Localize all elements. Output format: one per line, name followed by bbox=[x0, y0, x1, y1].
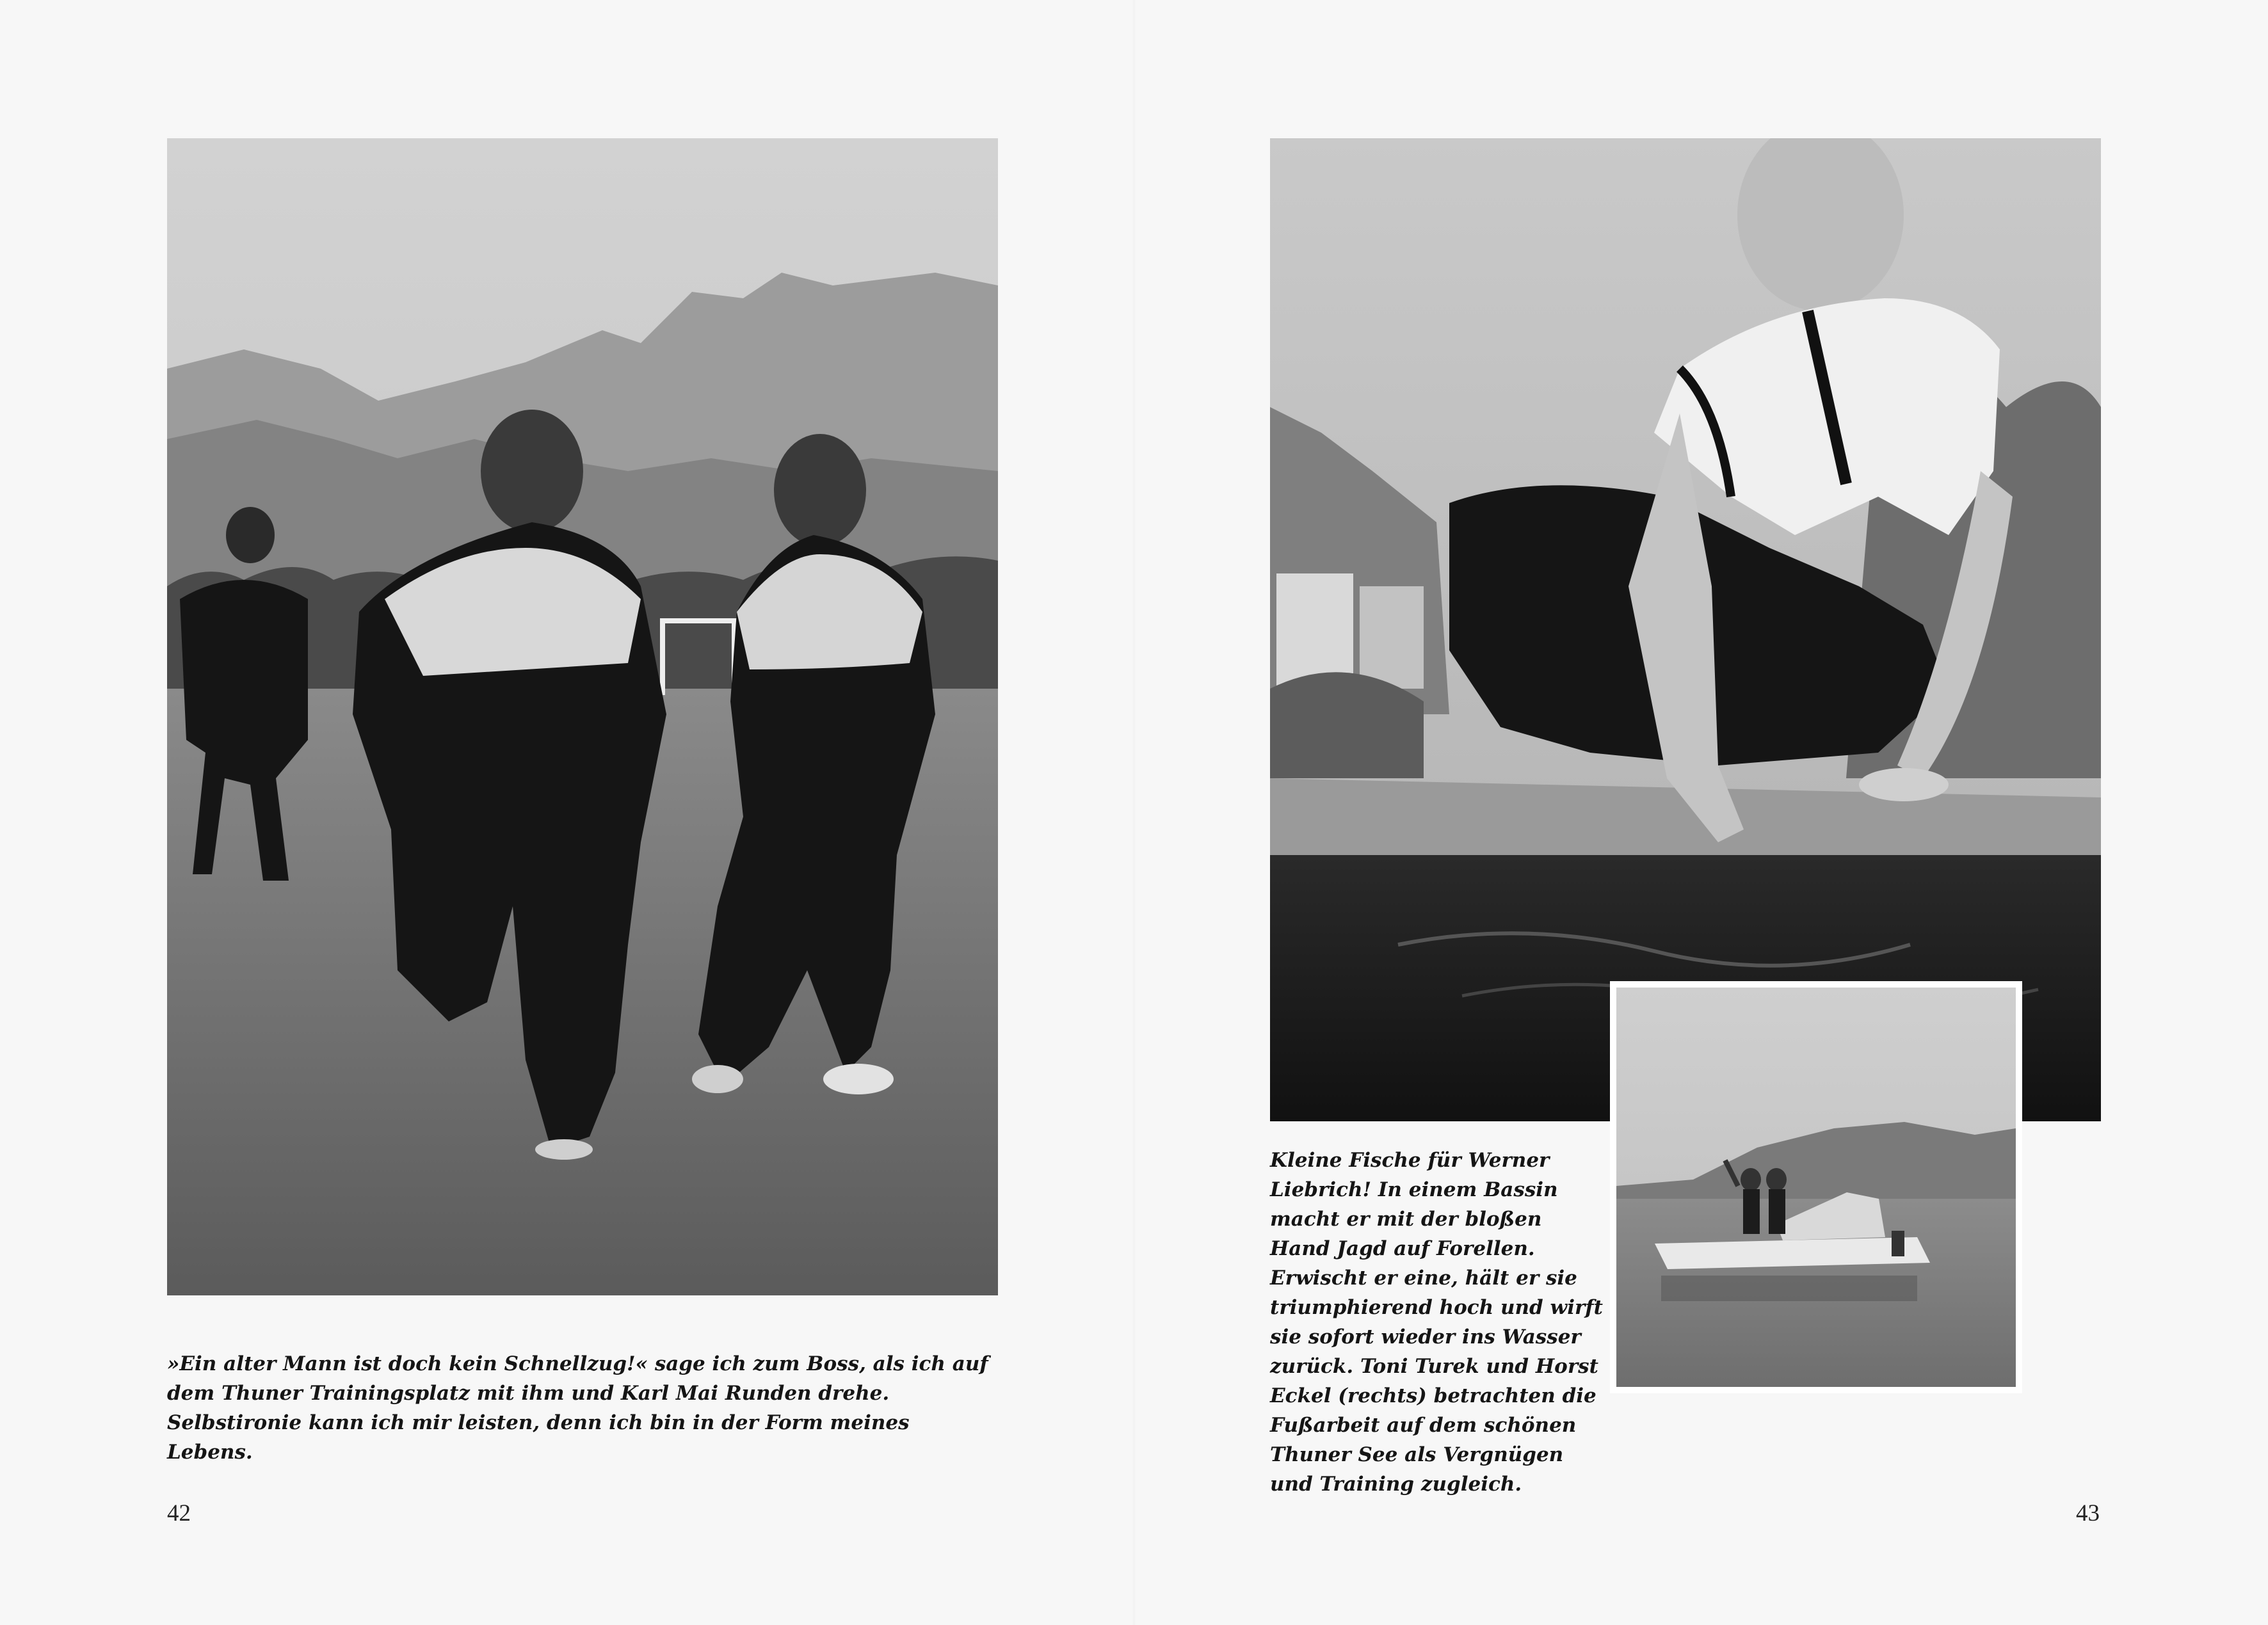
page-number-right: 43 bbox=[2076, 1500, 2100, 1526]
lake-boat-illustration bbox=[1616, 988, 2016, 1387]
lake-boat-image bbox=[1616, 988, 2016, 1387]
training-run-illustration bbox=[167, 138, 998, 1295]
pool-fishing-photo bbox=[1270, 138, 2101, 1121]
page-number-left: 42 bbox=[167, 1500, 191, 1526]
left-photo-caption: »Ein alter Mann ist doch kein Schnellzug!« sage ich zum Boss, als ich auf dem Thuner Trainingsplatz mit ihm und Karl Mai Runden drehe. Selbstironie kann ich mir leisten, denn ich bin in der Form meines Lebens. bbox=[167, 1352, 988, 1464]
training-run-photo bbox=[167, 138, 998, 1295]
right-photo-caption: Kleine Fische für Werner Liebrich! In einem Bassin macht er mit der bloßen Hand Jagd auf Forellen. Erwischt er eine, hält er sie triumphierend hoch und wirft sie sofort wieder ins Wasser zurück. Toni Turek und Horst Eckel (rechts) betrachten die Fußarbeit auf dem schönen Thuner See als Vergnügen und Training zugleich. bbox=[1270, 1149, 1603, 1496]
lake-boat-inset-photo bbox=[1610, 981, 2022, 1393]
pool-fishing-illustration bbox=[1270, 138, 2101, 1121]
